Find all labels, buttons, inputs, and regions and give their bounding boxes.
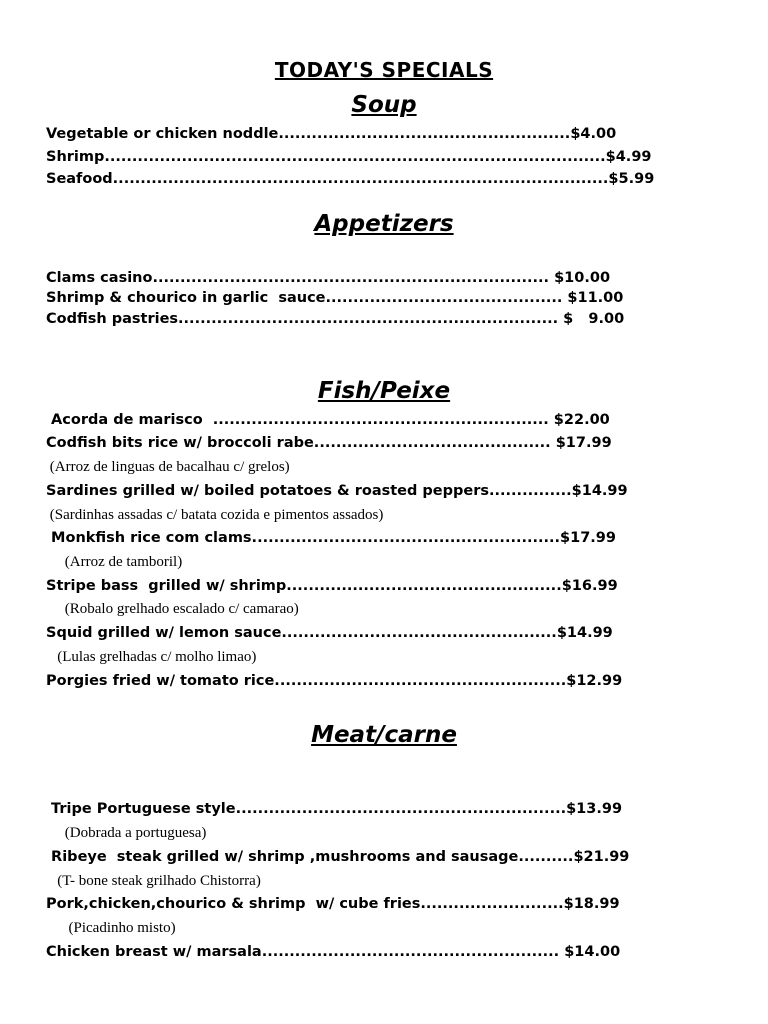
menu-item: Codfish bits rice w/ broccoli rabe........................................... $17.99 [46,435,612,451]
menu-item: Shrimp...........................................................................................$4.99 [46,149,652,165]
menu-item: Seafood..........................................................................................$5.99 [46,171,655,187]
menu-item: Vegetable or chicken noddle.....................................................$4.00 [46,126,617,142]
menu-item: Ribeye steak grilled w/ shrimp ,mushrooms and sausage..........$21.99 [46,849,630,865]
menu-item: Chicken breast w/ marsala...................................................... $14.00 [46,944,621,960]
menu-item: Pork,chicken,chourico & shrimp w/ cube fries..........................$18.99 [46,896,620,912]
menu-item: Acorda de marisco ............................................................. $22.00 [46,412,610,428]
menu-title: TODAY'S SPECIALS [274,58,494,82]
section-heading-fish: Fish/Peixe [317,378,451,404]
menu-item: Clams casino........................................................................ $10.00 [46,270,611,286]
menu-item: Stripe bass grilled w/ shrimp..................................................$16.99 [46,578,618,594]
menu-item-translation: (Lulas grelhadas c/ molho limao) [46,649,257,665]
menu-item-translation: (Picadinho misto) [46,920,176,936]
menu-item-translation: (Arroz de linguas de bacalhau c/ grelos) [46,459,290,475]
menu-item-translation: (Arroz de tamboril) [46,554,183,570]
menu-item-translation: (T- bone steak grilhado Chistorra) [46,873,261,889]
menu-item-translation: (Robalo grelhado escalado c/ camarao) [46,601,299,617]
section-heading-soup: Soup [351,92,417,118]
menu-item: Codfish pastries..................................................................... $ 9.00 [46,311,625,327]
menu-item-translation: (Sardinhas assadas c/ batata cozida e pimentos assados) [46,507,384,523]
menu-item: Porgies fried w/ tomato rice.....................................................$12.99 [46,673,623,689]
menu-item: Shrimp & chourico in garlic sauce........................................... $11.00 [46,290,624,306]
menu-item: Tripe Portuguese style............................................................$13.99 [46,801,623,817]
menu-item: Sardines grilled w/ boiled potatoes & roasted peppers...............$14.99 [46,483,628,499]
menu-item: Squid grilled w/ lemon sauce..................................................$14.99 [46,625,613,641]
section-heading-appetizers: Appetizers [314,211,454,237]
section-heading-meat: Meat/carne [311,722,457,748]
menu-item-translation: (Dobrada a portuguesa) [46,825,207,841]
menu-item: Monkfish rice com clams........................................................$17.99 [46,530,616,546]
